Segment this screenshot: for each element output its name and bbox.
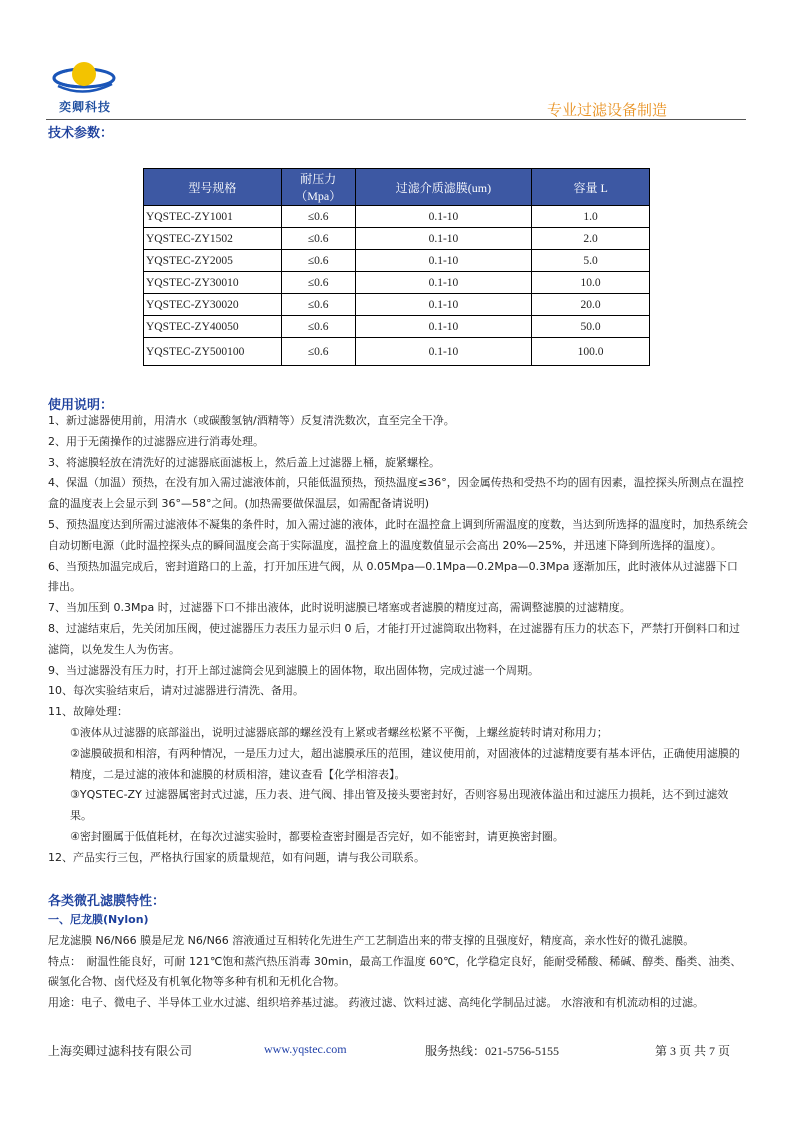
table-cell: ≤0.6 [281, 316, 355, 338]
usage-item: ②滤膜破损和相溶，有两种情况，一是压力过大，超出滤膜承压的范围，建议使用前，对固液体的过滤精度要有基本评估，正确使用滤膜的精度，二是过滤的液体和滤膜的材质相溶，建议查看【化学相溶表】。 [70, 746, 740, 781]
table-cell: 0.1-10 [355, 228, 532, 250]
table-cell: YQSTEC-ZY1502 [144, 228, 282, 250]
table-cell: 0.1-10 [355, 338, 532, 366]
table-cell: 50.0 [532, 316, 650, 338]
logo-text: 奕卿科技 [58, 100, 111, 114]
usage-title: 使用说明： [48, 398, 114, 413]
membrane-paragraph: 特点： 耐温性能良好，可耐 121℃饱和蒸汽热压消毒 30min，最高工作温度 60℃，化学稳定良好，能耐受稀酸、稀碱、醇类、酯类、油类、碳氢化合物、卤代烃及有机氧化物等多种有机和无机化合物。 [48, 954, 742, 989]
table-cell: YQSTEC-ZY30010 [144, 272, 282, 294]
usage-item: 7、当加压到 0.3Mpa 时，过滤器下口不排出液体，此时说明滤膜已堵塞或者滤膜的精度过高，需调整滤膜的过滤精度。 [48, 601, 631, 615]
table-cell: 10.0 [532, 272, 650, 294]
usage-item: 1、新过滤器使用前，用清水（或碳酸氢钠/酒精等）反复清洗数次，直至完全干净。 [48, 414, 455, 427]
usage-item: 9、当过滤器没有压力时，打开上部过滤筒会见到滤膜上的固体物，取出固体物，完成过滤一个周期。 [48, 663, 539, 677]
table-cell: ≤0.6 [281, 294, 355, 316]
usage-item: 10、每次实验结束后，请对过滤器进行清洗、备用。 [48, 684, 304, 698]
usage-item: ①液体从过滤器的底部溢出，说明过滤器底部的螺丝没有上紧或者螺丝松紧不平衡，上螺丝旋转时请对称用力； [70, 725, 608, 739]
table-cell: 0.1-10 [355, 272, 532, 294]
table-row [144, 294, 650, 316]
column-header: 型号规格 [144, 169, 282, 206]
header-divider [46, 119, 746, 120]
usage-item: ③YQSTEC-ZY 过滤器属密封式过滤，压力表、进气阀、排出管及接头要密封好，否则容易出现液体溢出和过滤压力损耗，达不到过滤效果。 [70, 788, 729, 823]
table-row [144, 272, 650, 294]
table-cell: 20.0 [532, 294, 650, 316]
table-row [144, 338, 650, 366]
table-cell: YQSTEC-ZY30020 [144, 294, 282, 316]
header-slogan: 专业过滤设备制造 [546, 101, 667, 119]
footer-company: 上海奕卿过滤科技有限公司 [48, 1044, 193, 1058]
usage-item: 6、当预热加温完成后，密封道路口的上盖，打开加压进气阀，从 0.05Mpa—0.1Mpa—0.2Mpa—0.3Mpa 逐渐加压，此时液体从过滤器下口排出。 [48, 559, 738, 594]
usage-item: 8、过滤结束后，先关闭加压阀，使过滤器压力表压力显示归 0 后，才能打开过滤筒取出物料，在过滤器有压力的状态下，严禁打开倒料口和过滤筒，以免发生人为伤害。 [48, 621, 740, 656]
table-cell: 0.1-10 [355, 294, 532, 316]
membrane-paragraph: 尼龙滤膜 N6/N66 膜是尼龙 N6/N66 溶液通过互相转化先进生产工艺制造出来的带支撑的且强度好，精度高，亲水性好的微孔滤膜。 [48, 933, 695, 947]
membranes-title: 各类微孔滤膜特性： [48, 894, 166, 909]
usage-item: 2、用于无菌操作的过滤器应进行消毒处理。 [48, 434, 264, 448]
usage-item: 4、保温（加温）预热，在没有加入需过滤液体前，只能低温预热，预热温度≤36°，因金属传热和受热不均的固有因素，温控探头所测点在温控盒的温度表上会显示到 36°—58°之间。(加热需要做保温层，如需配备请说明) [48, 476, 744, 511]
column-header: 容量 L [532, 169, 650, 206]
table-header-row [144, 169, 650, 206]
table-cell: 1.0 [532, 206, 650, 228]
table-cell: YQSTEC-ZY1001 [144, 206, 282, 228]
membrane-paragraph: 用途：电子、微电子、半导体工业水过滤、组织培养基过滤。 药液过滤、饮料过滤、高纯化学制品过滤。 水溶液和有机流动相的过滤。 [48, 996, 704, 1010]
footer-website-link[interactable]: www.yqstec.com [264, 1042, 347, 1056]
table-cell: 5.0 [532, 250, 650, 272]
table-cell: ≤0.6 [281, 206, 355, 228]
footer-page-number: 第 3 页 共 7 页 [655, 1044, 731, 1058]
table-cell: 100.0 [532, 338, 650, 366]
company-logo [48, 54, 122, 116]
usage-item: 12、产品实行三包，严格执行国家的质量规范，如有问题，请与我公司联系。 [48, 850, 425, 864]
table-cell: 0.1-10 [355, 316, 532, 338]
logo-globe-icon [48, 54, 122, 100]
membranes-section [48, 910, 748, 1014]
table-cell: 2.0 [532, 228, 650, 250]
table-cell: ≤0.6 [281, 338, 355, 366]
table-cell: 0.1-10 [355, 250, 532, 272]
table-cell: YQSTEC-ZY2005 [144, 250, 282, 272]
footer-phone: 服务热线：021-5756-5155 [425, 1044, 559, 1058]
tech-params-title: 技术参数： [48, 126, 114, 141]
table-cell: ≤0.6 [281, 272, 355, 294]
usage-item: 3、将滤膜轻放在清洗好的过滤器底面滤板上，然后盖上过滤器上桶，旋紧螺栓。 [48, 455, 440, 469]
column-header: 过滤介质滤膜(um) [355, 169, 532, 206]
membrane-subtitle: 一、尼龙膜(Nylon) [48, 913, 149, 926]
table-cell: 0.1-10 [355, 206, 532, 228]
usage-item: 5、预热温度达到所需过滤液体不凝集的条件时，加入需过滤的液体，此时在温控盒上调到所需温度的度数，当达到所选择的温度时，加热系统会自动切断电源（此时温控探头点的瞬间温度会高于实际温度，温控盒上的温度数值显示会高出 20%—25%，并迅速下降到所选择的温度）。 [48, 517, 748, 552]
table-row [144, 316, 650, 338]
table-row [144, 250, 650, 272]
tech-params-table [143, 168, 650, 366]
usage-item: ④密封圈属于低值耗材，在每次过滤实验时，都要检查密封圈是否完好，如不能密封，请更换密封圈。 [70, 829, 564, 843]
usage-item: 11、故障处理： [48, 705, 128, 719]
table-cell: ≤0.6 [281, 250, 355, 272]
usage-instructions [48, 411, 748, 869]
table-cell: YQSTEC-ZY500100 [144, 338, 282, 366]
table-row [144, 228, 650, 250]
table-cell: ≤0.6 [281, 228, 355, 250]
column-header: 耐压力（Mpa） [281, 169, 355, 206]
table-row [144, 206, 650, 228]
table-cell: YQSTEC-ZY40050 [144, 316, 282, 338]
